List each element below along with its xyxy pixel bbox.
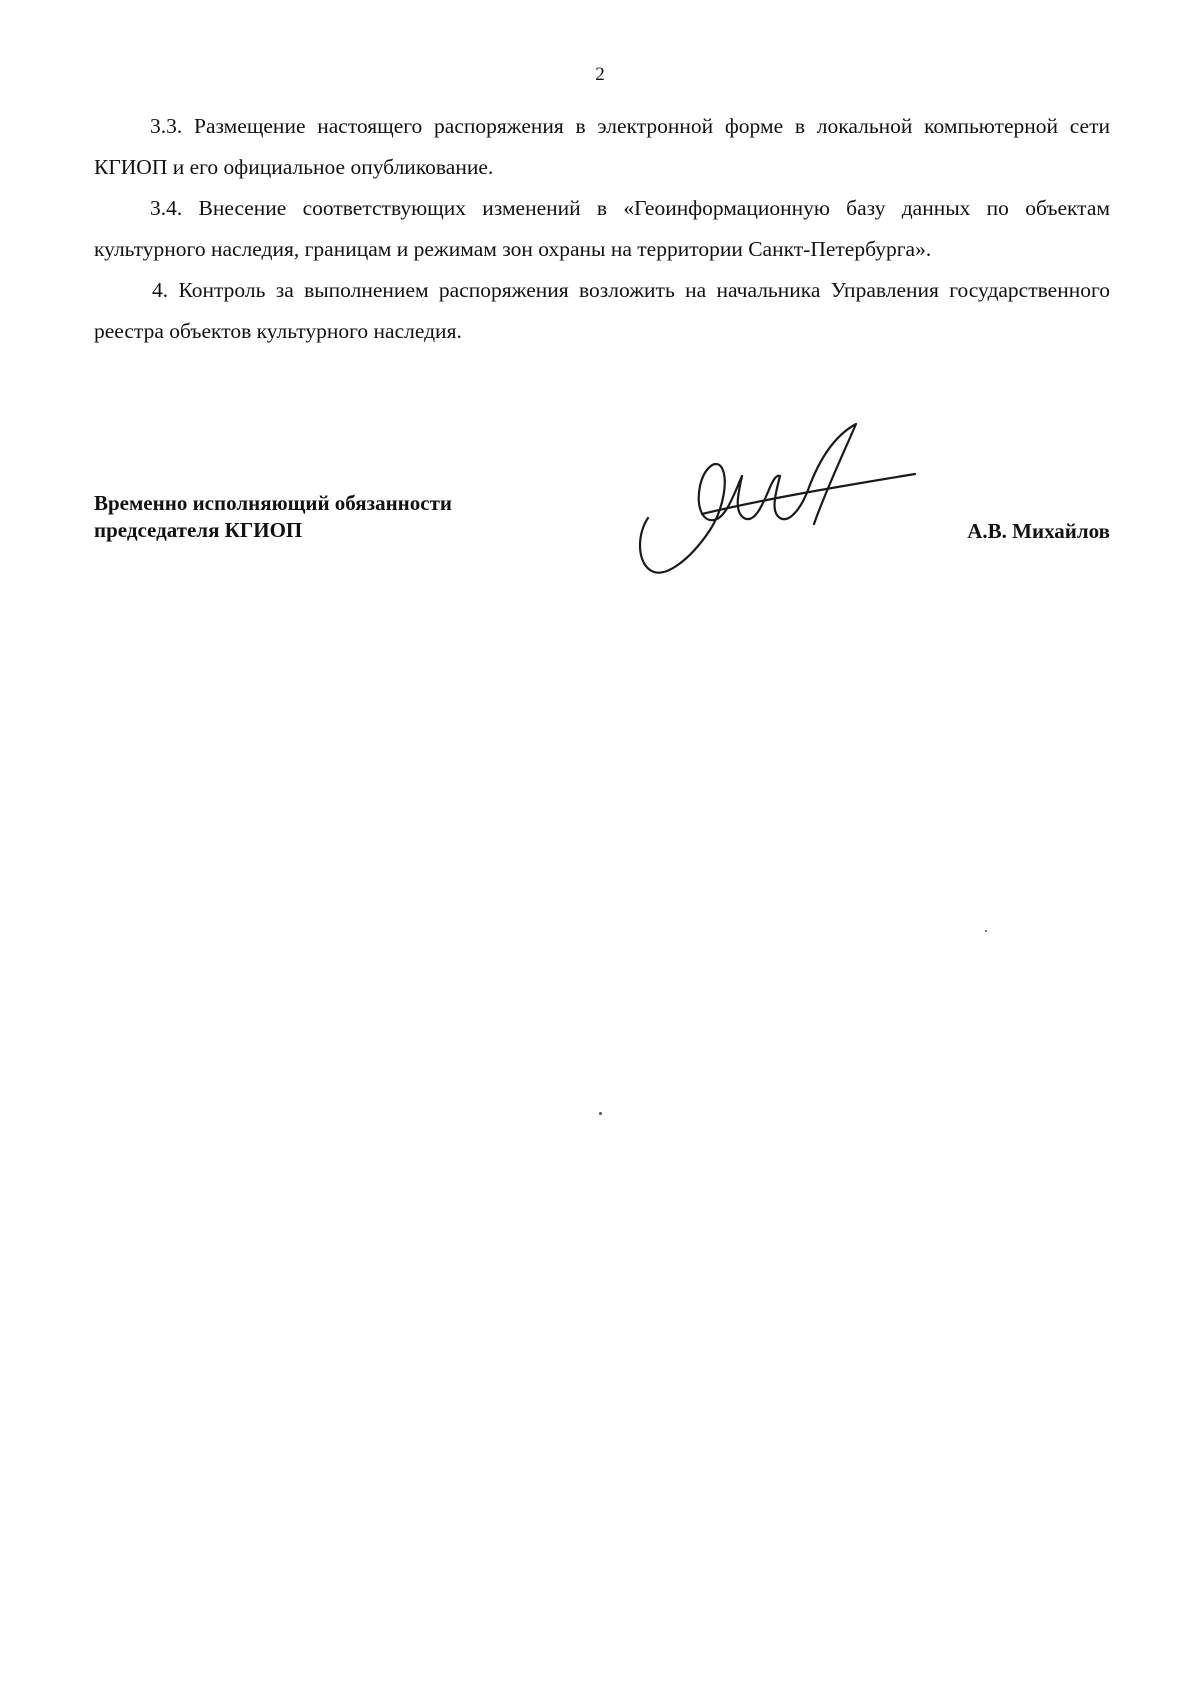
document-body	[94, 106, 1110, 352]
handwritten-signature	[630, 420, 920, 580]
paragraph-3-3: 3.3. Размещение настоящего распоряжения в электронной форме в локальной компьютерной сети КГИОП и его официальное опубликование.	[94, 114, 1110, 179]
signatory-position-line2: председателя КГИОП	[94, 518, 303, 542]
signatory-position	[94, 490, 452, 544]
scan-speck	[599, 1112, 602, 1115]
page-number: 2	[595, 64, 605, 85]
signatory-name: А.В. Михайлов	[967, 519, 1110, 543]
scan-speck	[985, 930, 987, 932]
paragraph-3-4: 3.4. Внесение соответствующих изменений в «Геоинформационную базу данных по объектам культурного наследия, границам и режимам зон охраны на территории Санкт-Петербурга».	[94, 196, 1110, 261]
paragraph-4: 4. Контроль за выполнением распоряжения возложить на начальника Управления государственного реестра объектов культурного наследия.	[94, 278, 1110, 343]
signatory-position-line1: Временно исполняющий обязанности	[94, 491, 453, 515]
